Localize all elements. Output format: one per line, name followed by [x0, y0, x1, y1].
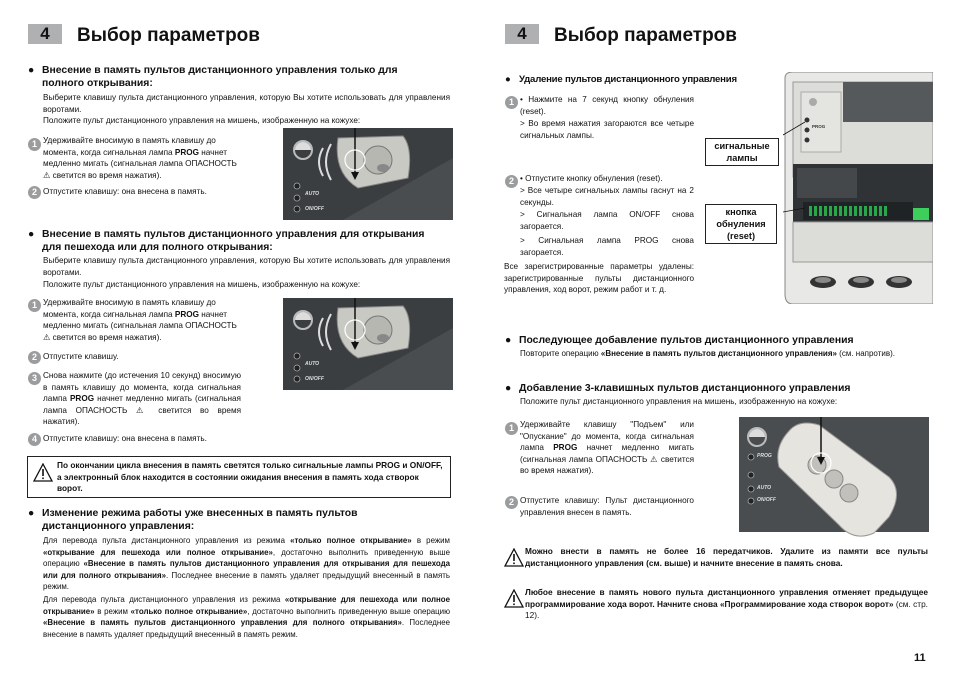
bullet-icon: ●	[505, 74, 511, 85]
right-page	[477, 0, 939, 675]
panel-label-auto: AUTO	[305, 361, 320, 367]
panel-label-onoff: ON/OFF	[305, 376, 324, 382]
warning-box	[27, 456, 451, 498]
warning-block-2	[504, 585, 932, 625]
r3-heading: ● Добавление 3-клавишных пультов дистанционного управления	[505, 383, 851, 394]
warning-icon	[504, 589, 524, 608]
warning-icon	[33, 463, 53, 482]
step-2-marker: 2	[28, 186, 41, 199]
r1-step1-a: • Нажмите на 7 секунд кнопку обнуления (reset).	[520, 95, 694, 116]
r3-step1: Удерживайте клавишу "Подъем" или "Опускание" до момента, когда сигнальная лампа PROG начнет медленно мигать (сигнальная лампа ОПАСНОСТЬ ⚠ светится во время нажатия).	[520, 420, 695, 476]
panel-label-auto: AUTO	[757, 485, 772, 491]
r3-step2: Отпустите клавишу: Пульт дистанционного управления внесен в память.	[520, 496, 694, 517]
s1-step1: Удерживайте вносимую в память клавишу до момента, когда сигнальная лампа PROG начнет медленно мигать (сигнальная лампа ОПАСНОСТЬ ⚠ светится во время нажатия).	[43, 136, 237, 180]
s2-step2: Отпустите клавишу.	[43, 352, 119, 361]
page-number: 11	[914, 652, 926, 664]
r1-step2-d: > Сигнальная лампа PROG снова загорается.	[520, 236, 694, 257]
step-1-marker: 1	[28, 299, 41, 312]
control-board-illustration	[783, 72, 933, 304]
r3-text: Положите пульт дистанционного управления на мишень, изображенную на кожухе:	[520, 397, 838, 406]
step-1-marker: 1	[28, 138, 41, 151]
s1-p1: Выберите клавишу пульта дистанционного управления, которую Вы хотите использовать для управления воротами.	[43, 93, 450, 114]
callout-signal-lamps: сигнальные лампы	[705, 138, 779, 166]
r2-heading: ● Последующее добавление пультов дистанционного управления	[505, 335, 854, 346]
r1-step2-a: • Отпустите кнопку обнуления (reset).	[520, 174, 663, 183]
control-panel-photo	[283, 128, 453, 220]
warning-text-2: Любое внесение в память нового пульта дистанционного управления отменяет предыдущее программирование хода ворот. Начните снова «Программирование хода створок ворот» (см. стр. 12).	[525, 587, 928, 621]
s1-heading: ● Внесение в память пультов дистанционного управления только для полного открывания:	[28, 65, 398, 89]
step-4-marker: 4	[28, 433, 41, 446]
section-number: 4	[505, 24, 539, 44]
s2-p1: Выберите клавишу пульта дистанционного управления, которую Вы хотите использовать для управления воротами.	[43, 256, 450, 277]
panel-label-onoff: ON/OFF	[305, 206, 324, 212]
panel-label-auto: AUTO	[305, 191, 320, 197]
section-number: 4	[28, 24, 62, 44]
danger-icon: ⚠	[650, 454, 659, 464]
bullet-icon: ●	[28, 508, 35, 519]
step-1-marker: 1	[505, 422, 518, 435]
step-2-marker: 2	[28, 351, 41, 364]
bullet-icon: ●	[505, 335, 512, 346]
warning-text: По окончании цикла внесения в память светятся только сигнальные лампы PROG и ON/OFF, а электронный блок находится в состоянии ожидания внесения в память хода створок ворот.	[57, 460, 443, 494]
section-title: Выбор параметров	[554, 25, 737, 46]
s1-p2: Положите пульт дистанционного управления на мишень, изображенную на кожухе:	[43, 116, 361, 125]
remote-illustration	[739, 417, 929, 537]
s3-p1: Для перевода пульта дистанционного управления из режима «только полное открывание» в режим «открывание для пешехода или полное открывание», достаточно выполнить приведенную выше операцию «Внесение в память пультов дистанционного управления для открывания для пешехода или для полного открывания». Последнее внесение в память удаляет предыдущий внесенный в память режим.	[43, 536, 450, 592]
step-3-marker: 3	[28, 372, 41, 385]
danger-icon: ⚠	[43, 332, 51, 342]
warning-text-1: Можно внести в память не более 16 передатчиков. Удалите из памяти все пульты дистанционного управления (см. выше) и начните внесение в память снова.	[525, 546, 928, 568]
bullet-icon: ●	[28, 229, 35, 240]
s3-p2: Для перевода пульта дистанционного управления из режима «открывание для пешехода или полное открывание» в режим «только полное открывание», достаточно выполнить приведенную выше операцию «Внесение в память пультов дистанционного управления для полного открывания». Последнее внесение в память удаляет предыдущий внесенный в память режим.	[43, 595, 450, 639]
callout-reset-button: кнопка обнуления (reset)	[705, 204, 777, 244]
warning-icon	[504, 548, 524, 567]
r2-text: Повторите операцию «Внесение в память пультов дистанционного управления» (см. напротив).	[520, 349, 895, 358]
bullet-icon: ●	[28, 65, 35, 76]
left-page	[0, 0, 462, 675]
r1-final: Все зарегистрированные параметры удалены: зарегистрированные пульты дистанционного управления, ход ворот, режим работ и т. д.	[504, 262, 694, 295]
r1-step2-c: > Сигнальная лампа ON/OFF снова загорается.	[520, 210, 694, 231]
panel-label-prog: PROG	[757, 453, 772, 459]
step-2-marker: 2	[505, 175, 518, 188]
section-title: Выбор параметров	[77, 25, 260, 46]
step-2-marker: 2	[505, 496, 518, 509]
r1-step1-b: > Во время нажатия загораются все четыре сигнальных лампы.	[520, 119, 694, 140]
s3-heading: ● Изменение режима работы уже внесенных в память пультов дистанционного управления:	[28, 508, 358, 532]
s2-step1: Удерживайте вносимую в память клавишу до момента, когда сигнальная лампа PROG начнет медленно мигать (сигнальная лампа ОПАСНОСТЬ ⚠ светится во время нажатия).	[43, 298, 237, 342]
s1-step2: Отпустите клавишу: она внесена в память.	[43, 187, 207, 196]
r1-step2-b: > Все четыре сигнальных лампы гаснут на 2 секунды.	[520, 186, 694, 207]
warning-block-1	[504, 544, 932, 580]
bullet-icon: ●	[505, 383, 512, 394]
danger-icon: ⚠	[135, 405, 150, 415]
step-1-marker: 1	[505, 96, 518, 109]
s2-step4: Отпустите клавишу: она внесена в память.	[43, 434, 207, 443]
board-photo	[783, 72, 933, 304]
control-panel-photo	[283, 298, 453, 390]
s2-heading: ● Внесение в память пультов дистанционного управления для открывания для пешехода или для полного открывания:	[28, 229, 425, 253]
danger-icon: ⚠	[43, 170, 51, 180]
remote-on-panel-photo	[739, 417, 929, 537]
s2-step3: Снова нажмите (до истечения 10 секунд) вносимую в память клавишу до момента, когда сигнальная лампа PROG начнет медленно мигать (сигнальная лампа ОПАСНОСТЬ ⚠ светится во время нажатия).	[43, 371, 242, 427]
s2-p2: Положите пульт дистанционного управления на мишень, изображенную на кожухе:	[43, 280, 361, 289]
panel-label-onoff: ON/OFF	[757, 497, 776, 503]
board-label-prog: PROG	[812, 124, 826, 129]
r1-heading: ● Удаление пультов дистанционного управления	[505, 74, 737, 85]
